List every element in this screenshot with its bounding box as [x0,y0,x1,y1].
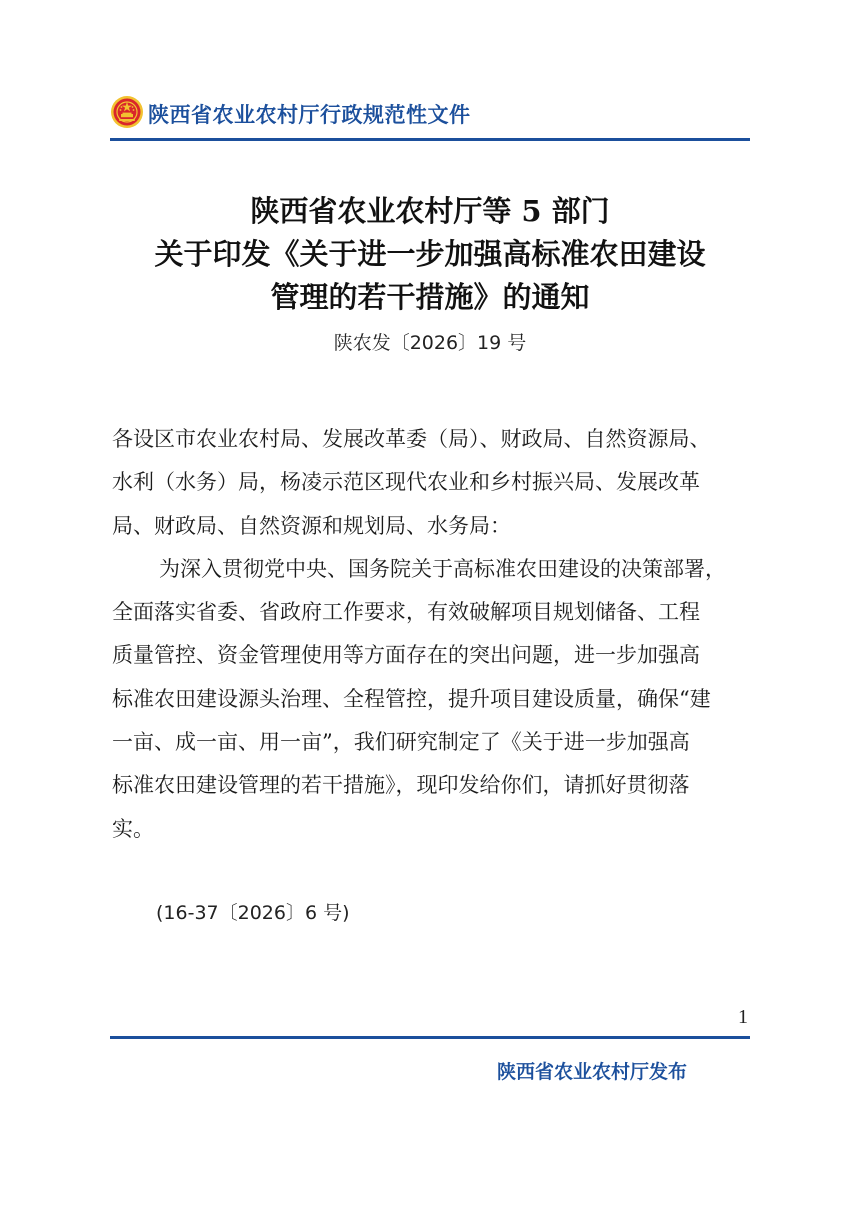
addressee-line: 水利（水务）局，杨凌示范区现代农业和乡村振兴局、发展改革 [112,470,700,495]
document-number: 陕农发〔2026〕19 号 [333,332,527,354]
body-line: 为深入贯彻党中央、国务院关于高标准农田建设的决策部署， [159,556,726,581]
document-title [110,190,750,319]
title-line: 管理的若干措施》的通知 [270,280,590,314]
addressee-line: 局、财政局、自然资源和规划局、水务局： [112,513,511,538]
header-divider [110,138,750,141]
footer-publisher: 陕西省农业农村厅发布 [497,1061,688,1083]
header-title: 陕西省农业农村厅行政规范性文件 [148,103,471,127]
national-emblem-icon [110,95,144,129]
title-line: 关于印发《关于进一步加强高标准农田建设 [154,237,706,271]
page-number: 1 [738,1006,748,1028]
document-header [110,94,750,134]
document-reference: (16-37〔2026〕6 号) [156,902,350,924]
document-body [112,418,752,851]
body-line: 全面落实省委、省政府工作要求，有效破解项目规划储备、工程 [112,600,700,625]
footer-divider [110,1036,750,1039]
title-line: 陕西省农业农村厅等 5 部门 [250,194,610,228]
body-line: 标准农田建设源头治理、全程管控，提升项目建设质量，确保“建 [112,686,711,711]
body-line: 实。 [112,816,154,841]
body-line: 质量管控、资金管理使用等方面存在的突出问题，进一步加强高 [112,643,700,668]
addressee-line: 各设区市农业农村局、发展改革委（局）、财政局、自然资源局、 [112,427,711,451]
body-line: 一亩、成一亩、用一亩”，我们研究制定了《关于进一步加强高 [112,730,690,755]
body-line: 标准农田建设管理的若干措施》，现印发给你们，请抓好贯彻落 [112,773,690,798]
